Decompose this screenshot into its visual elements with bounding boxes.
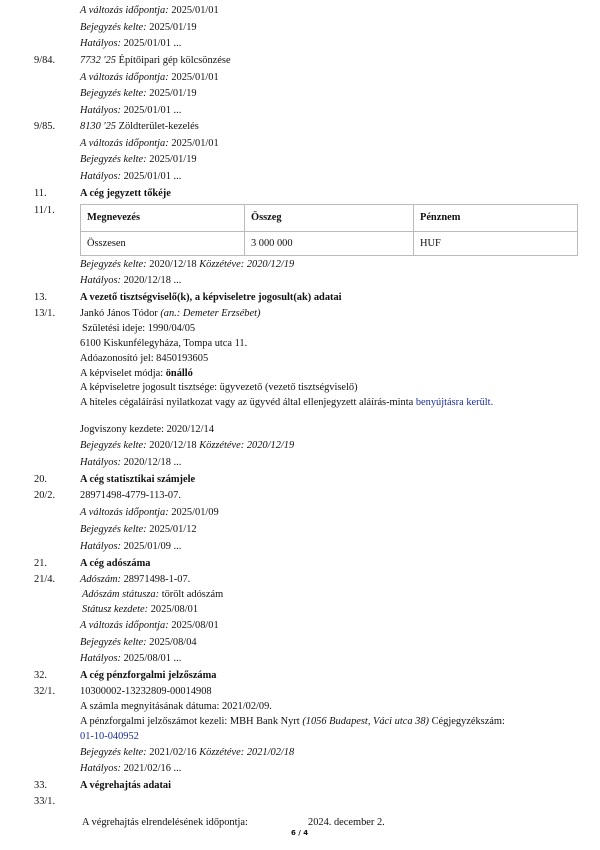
table-header-row — [81, 205, 578, 232]
tax-id: Adóazonosító jel: 8450193605 — [80, 353, 209, 364]
entry-number: 33/1. — [34, 796, 56, 807]
section-title: A vezető tisztségviselő(k), a képviseletre jogosult(ak) adatai — [80, 292, 342, 303]
account-opened: A számla megnyitásának dátuma: 2021/02/09. — [80, 701, 272, 712]
registration-date-line: Bejegyzés kelte: 2025/01/19 — [80, 154, 197, 165]
section-title: A cég jegyzett tőkéje — [80, 188, 171, 199]
representation-mode: A képviselet módja: önálló — [80, 368, 193, 379]
representative-role: A képviseletre jogosult tisztsége: ügyvezető (vezető tisztségviselő) — [80, 382, 358, 393]
effective-line: Hatályos: 2025/08/01 ... — [80, 653, 182, 664]
section-title: A cég adószáma — [80, 558, 151, 569]
registration-date-line: Bejegyzés kelte: 2025/01/19 — [80, 88, 197, 99]
entry-number: 32/1. — [34, 686, 56, 697]
entry-number: 11/1. — [34, 205, 55, 216]
table-cell: 3 000 000 — [245, 231, 414, 255]
section-number: 21. — [34, 558, 47, 569]
change-date-line: A változás időpontja: 2025/01/01 — [80, 72, 219, 83]
registration-date-line: Bejegyzés kelte: 2025/01/12 — [80, 524, 197, 535]
signature-link[interactable]: benyújtásra került. — [415, 397, 494, 408]
section-number: 13. — [34, 292, 47, 303]
signature-statement: A hiteles cégaláírási nyilatkozat vagy az ügyvéd által ellenjegyzett aláírás-minta benyújtásra került. — [80, 397, 494, 408]
change-date-line: A változás időpontja: 2025/08/01 — [80, 620, 219, 631]
status-start: Státusz kezdete: 2025/08/01 — [82, 604, 199, 615]
registration-date-line: Bejegyzés kelte: 2021/02/16 Közzétéve: 2021/02/18 — [80, 747, 295, 758]
effective-line: Hatályos: 2025/01/09 ... — [80, 541, 182, 552]
entry-number: 20/2. — [34, 490, 56, 501]
activity-entry: 7732 '25 Építőipari gép kölcsönzése — [80, 55, 231, 66]
section-title: A végrehajtás adatai — [80, 780, 172, 791]
section-number: 33. — [34, 780, 47, 791]
effective-line: Hatályos: 2021/02/16 ... — [80, 763, 182, 774]
change-date-line: A változás időpontja: 2025/01/09 — [80, 507, 219, 518]
capital-table — [80, 204, 578, 256]
company-registry-link[interactable]: 01-10-040952 — [80, 731, 139, 742]
enforcement-order-label: A végrehajtás elrendelésének időpontja: — [82, 817, 248, 828]
change-date-line: A változás időpontja: 2025/01/01 — [80, 138, 219, 149]
table-row — [81, 231, 578, 255]
entry-number: 13/1. — [34, 308, 56, 319]
registration-date-line: Bejegyzés kelte: 2020/12/18 Közzétéve: 2020/12/19 — [80, 259, 295, 270]
tax-status: Adószám státusza: törölt adószám — [82, 589, 224, 600]
address: 6100 Kiskunfélegyháza, Tompa utca 11. — [80, 338, 248, 349]
effective-line: Hatályos: 2020/12/18 ... — [80, 275, 182, 286]
account-number: 10300002-13232809-00014908 — [80, 686, 212, 697]
registration-date-line: Bejegyzés kelte: 2020/12/18 Közzétéve: 2020/12/19 — [80, 440, 295, 451]
representative-name: Jankó János Tódor (an.: Demeter Erzsébet) — [80, 308, 261, 319]
relationship-start: Jogviszony kezdete: 2020/12/14 — [80, 424, 214, 435]
section-number: 11. — [34, 188, 47, 199]
table-header: Összeg — [245, 205, 414, 232]
section-number: 32. — [34, 670, 47, 681]
effective-line: Hatályos: 2025/01/01 ... — [80, 171, 182, 182]
activity-entry: 8130 '25 Zöldterület-kezelés — [80, 121, 199, 132]
effective-line: Hatályos: 2025/01/01 ... — [80, 38, 182, 49]
section-title: A cég pénzforgalmi jelzőszáma — [80, 670, 217, 681]
table-cell: HUF — [413, 231, 577, 255]
registration-date-line: Bejegyzés kelte: 2025/01/19 — [80, 22, 197, 33]
section-number: 20. — [34, 474, 47, 485]
page-number: 6 / 4 — [291, 829, 309, 837]
birth-date: Születési ideje: 1990/04/05 — [82, 323, 196, 334]
entry-number: 21/4. — [34, 574, 56, 585]
effective-line: Hatályos: 2020/12/18 ... — [80, 457, 182, 468]
table-header: Pénznem — [413, 205, 577, 232]
entry-number: 9/85. — [34, 121, 56, 132]
effective-line: Hatályos: 2025/01/01 ... — [80, 105, 182, 116]
entry-number: 9/84. — [34, 55, 56, 66]
enforcement-order-date: 2024. december 2. — [308, 817, 385, 828]
table-header: Megnevezés — [81, 205, 245, 232]
bank-info: A pénzforgalmi jelzőszámot kezeli: MBH Bank Nyrt (1056 Budapest, Váci utca 38) Cégjegyzékszám: — [80, 716, 505, 727]
registration-date-line: Bejegyzés kelte: 2025/08/04 — [80, 637, 197, 648]
section-title: A cég statisztikai számjele — [80, 474, 196, 485]
table-cell: Összesen — [81, 231, 245, 255]
statistical-number: 28971498-4779-113-07. — [80, 490, 181, 501]
tax-number: Adószám: 28971498-1-07. — [80, 574, 191, 585]
change-date-line: A változás időpontja: 2025/01/01 — [80, 5, 219, 16]
